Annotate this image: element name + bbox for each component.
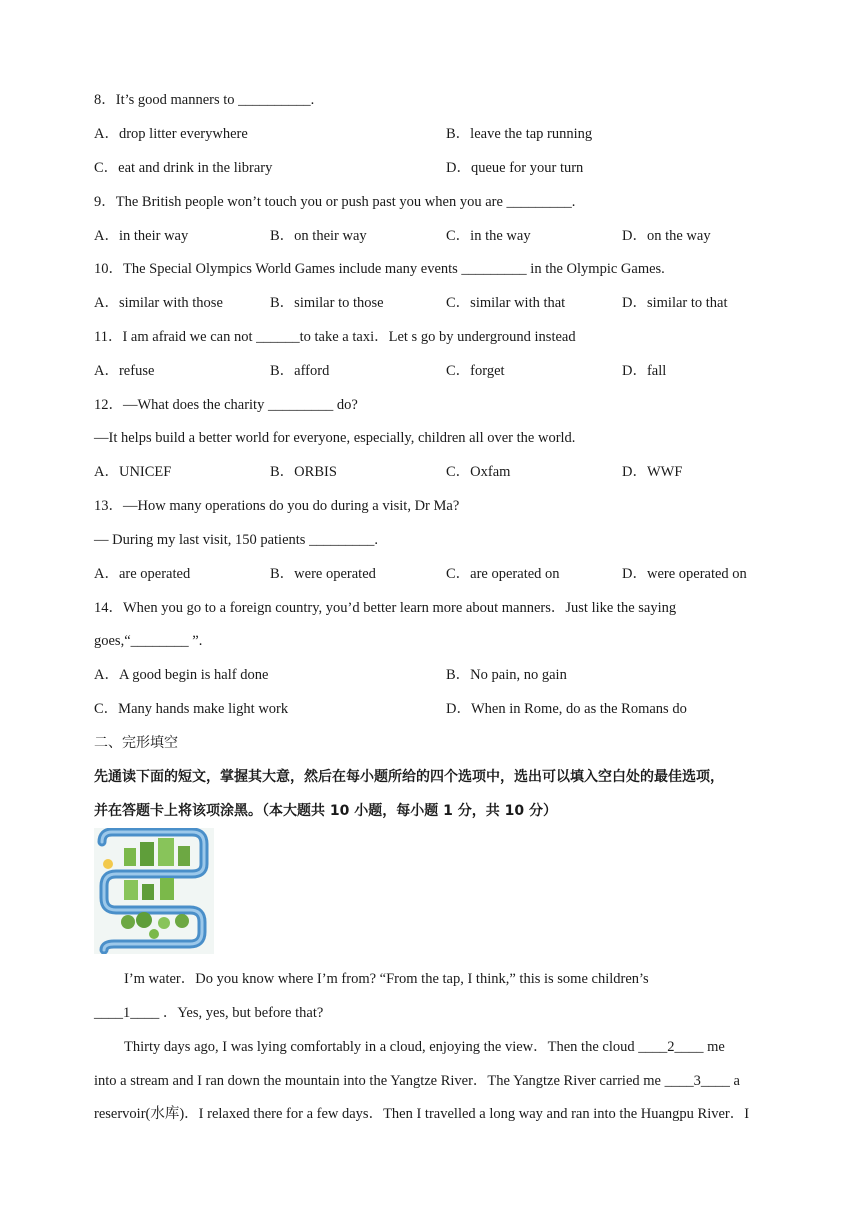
q14-option-d: D．When in Rome, do as the Romans do: [446, 701, 687, 717]
passage-line-1: I’m water．Do you know where I’m from? “From the tap, I think,” this is some children’s: [124, 971, 649, 987]
q14-option-b: B．No pain, no gain: [446, 667, 567, 683]
q14-option-a: A．A good begin is half done: [94, 667, 269, 683]
q12-option-a: A．UNICEF: [94, 464, 172, 480]
q13-option-b: B．were operated: [270, 566, 376, 582]
q10-option-c: C．similar with that: [446, 295, 566, 311]
passage-line-2: ____1____ ．Yes, yes, but before that?: [94, 1005, 324, 1021]
section-instruction-line-2: 并在答题卡上将该项涂黑。（本大题共 10 小题，每小题 1 分，共 10 分）: [94, 803, 557, 819]
q11-option-d: D．fall: [622, 363, 667, 379]
question-8-stem: 8．It’s good manners to __________.: [94, 92, 315, 108]
q14-option-c: C．Many hands make light work: [94, 701, 289, 717]
question-11-stem: 11．I am afraid we can not ______to take a taxi．Let s go by underground instead: [94, 329, 576, 345]
q13-option-d: D．were operated on: [622, 566, 747, 582]
passage-line-5: reservoir(水库)．I relaxed there for a few days．Then I travelled a long way and ran into the Huangpu River．I: [94, 1106, 750, 1122]
section-title: 二、完形填空: [94, 735, 178, 751]
q9-option-d: D．on the way: [622, 228, 711, 244]
q9-option-a: A．in their way: [94, 228, 189, 244]
q8-option-d: D．queue for your turn: [446, 160, 584, 176]
section-instruction-line-1: 先通读下面的短文，掌握其大意，然后在每小题所给的四个选项中，选出可以填入空白处的最佳选项，: [94, 769, 724, 785]
q8-option-b: B．leave the tap running: [446, 126, 593, 142]
water-journey-illustration: [94, 828, 214, 954]
question-12-stem: 12．—What does the charity _________ do?: [94, 397, 358, 413]
passage-line-4: into a stream and I ran down the mountain into the Yangtze River．The Yangtze River carried me ____3____ a: [94, 1073, 740, 1089]
q8-option-a: A．drop litter everywhere: [94, 126, 248, 142]
question-13-stem: 13．—How many operations do you do during a visit, Dr Ma?: [94, 498, 460, 514]
q9-option-c: C．in the way: [446, 228, 531, 244]
q13-option-a: A．are operated: [94, 566, 191, 582]
q12-option-d: D．WWF: [622, 464, 683, 480]
q11-option-a: A．refuse: [94, 363, 155, 379]
q10-option-d: D．similar to that: [622, 295, 728, 311]
question-12-answer-line: —It helps build a better world for everyone, especially, children all over the world.: [94, 430, 576, 446]
q11-option-b: B．afford: [270, 363, 330, 379]
question-9-stem: 9．The British people won’t touch you or push past you when you are _________.: [94, 194, 576, 210]
question-14-stem-continued: goes,“________ ”.: [94, 633, 203, 649]
q8-option-c: C．eat and drink in the library: [94, 160, 273, 176]
question-14-stem: 14．When you go to a foreign country, you’d better learn more about manners．Just like the saying: [94, 600, 677, 616]
question-13-answer-line: — During my last visit, 150 patients _________.: [94, 532, 378, 548]
q9-option-b: B．on their way: [270, 228, 367, 244]
q13-option-c: C．are operated on: [446, 566, 560, 582]
passage-line-3: Thirty days ago, I was lying comfortably in a cloud, enjoying the view．Then the cloud ____2____ me: [124, 1039, 725, 1055]
q10-option-b: B．similar to those: [270, 295, 384, 311]
q11-option-c: C．forget: [446, 363, 505, 379]
question-10-stem: 10．The Special Olympics World Games include many events _________ in the Olympic Games.: [94, 261, 665, 277]
q12-option-c: C．Oxfam: [446, 464, 511, 480]
q12-option-b: B．ORBIS: [270, 464, 337, 480]
q10-option-a: A．similar with those: [94, 295, 223, 311]
